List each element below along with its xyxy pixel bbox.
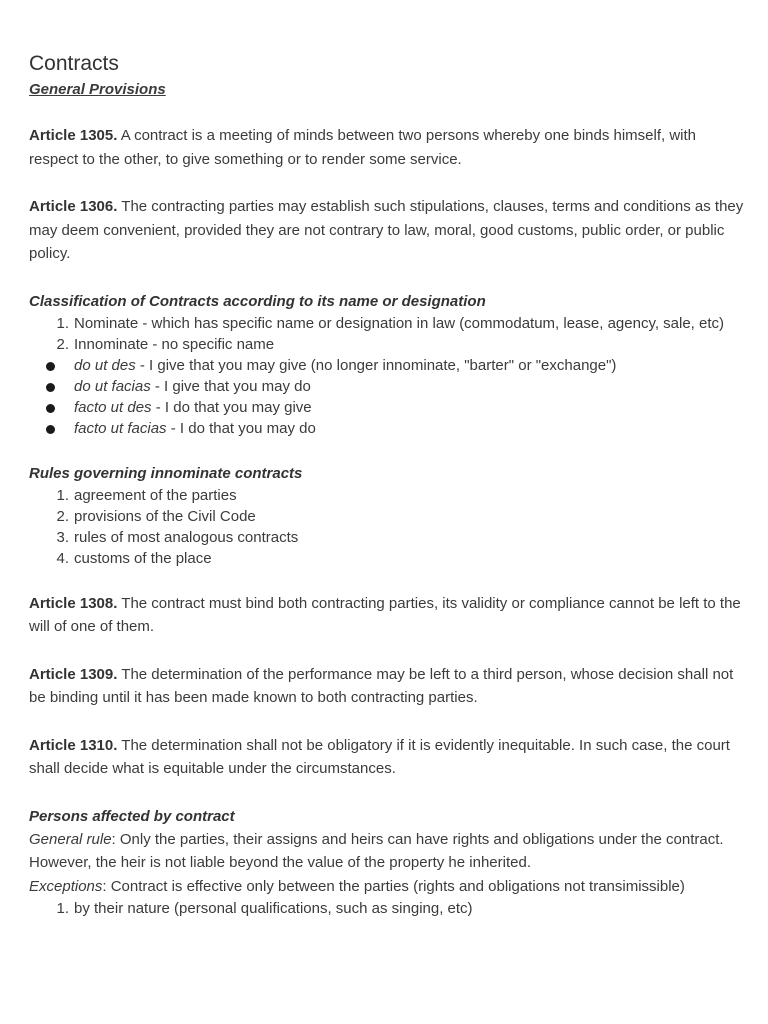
latin-term: do ut facias: [74, 377, 151, 395]
exceptions-list: [29, 898, 744, 919]
list-text: customs of the place: [74, 549, 212, 567]
bullet-icon: [46, 362, 55, 371]
article-label: Article 1309.: [29, 665, 118, 683]
article-label: Article 1305.: [29, 127, 118, 144]
rules-list: [29, 485, 744, 569]
article-1309: [29, 663, 744, 710]
classification-list: [29, 313, 744, 439]
bullet-icon: [46, 425, 55, 434]
article-text: The contracting parties may establish such stipulations, clauses, terms and conditions as they may deem convenient, provided they are not contrary to law, moral, good customs, public order, or public policy.: [29, 198, 744, 262]
list-item: [29, 334, 744, 355]
list-text: Nominate - which has specific name or designation in law (commodatum, lease, agency, sale, etc): [74, 314, 725, 332]
exceptions-text: : Contract is effective only between the parties (rights and obligations not transimissible): [102, 877, 685, 895]
article-text: The contract must bind both contracting parties, its validity or compliance cannot be left to the will of one of them.: [29, 594, 741, 635]
list-text: by their nature (personal qualifications, such as singing, etc): [74, 900, 473, 917]
classification-heading: Classification of Contracts according to its name or designation: [29, 292, 486, 310]
list-text: - I do that you may give: [151, 398, 312, 416]
list-item: [29, 376, 744, 397]
bullet-icon: [46, 383, 55, 392]
bullet-icon: [46, 404, 55, 413]
rules-heading: Rules governing innominate contracts: [29, 464, 303, 482]
general-rule: [29, 828, 744, 875]
list-number: 1.: [56, 486, 69, 504]
persons-heading: Persons affected by contract: [29, 807, 235, 825]
list-text: - I give that you may give (no longer innominate, "barter" or "exchange"): [135, 356, 617, 374]
list-number: 1.: [56, 900, 69, 917]
article-label: Article 1310.: [29, 736, 118, 754]
article-1305: [29, 124, 744, 171]
list-item: [29, 548, 744, 569]
latin-term: do ut des: [74, 356, 136, 374]
list-item: [29, 355, 744, 376]
latin-term: facto ut des: [74, 398, 152, 416]
article-label: Article 1306.: [29, 198, 118, 215]
list-item: [29, 527, 744, 548]
article-1306: [29, 195, 744, 266]
list-text: - I give that you may do: [150, 377, 311, 395]
list-number: 1.: [56, 314, 69, 332]
list-text: rules of most analogous contracts: [74, 528, 299, 546]
list-text: provisions of the Civil Code: [74, 507, 256, 525]
list-number: 4.: [56, 549, 69, 567]
document-page: [29, 50, 744, 919]
list-number: 2.: [56, 507, 69, 525]
article-1308: [29, 592, 744, 639]
list-item: [29, 313, 744, 334]
list-item: [29, 506, 744, 527]
article-text: A contract is a meeting of minds between two persons whereby one binds himself, with respect to the other, to give something or to render some service.: [29, 127, 697, 168]
list-item: [29, 898, 744, 919]
article-1310: [29, 734, 744, 781]
list-text: - I do that you may do: [166, 419, 316, 437]
page-title: Contracts: [29, 52, 119, 75]
article-label: Article 1308.: [29, 594, 118, 612]
list-item: [29, 418, 744, 439]
article-text: The determination shall not be obligatory if it is evidently inequitable. In such case, the court shall decide what is equitable under the circumstances.: [29, 736, 730, 777]
list-text: Innominate - no specific name: [74, 335, 275, 353]
list-number: 3.: [56, 528, 69, 546]
general-rule-text: : Only the parties, their assigns and heirs can have rights and obligations under the contract. However, the heir is not liable beyond the value of the property he inherited.: [29, 830, 724, 871]
section-subtitle: General Provisions: [29, 81, 166, 98]
list-item: [29, 397, 744, 418]
article-text: The determination of the performance may be left to a third person, whose decision shall not be binding until it has been made known to both contracting parties.: [29, 665, 734, 706]
list-item: [29, 485, 744, 506]
list-number: 2.: [56, 335, 69, 353]
latin-term: facto ut facias: [74, 419, 167, 437]
exceptions: [29, 875, 744, 899]
list-text: agreement of the parties: [74, 486, 237, 504]
exceptions-label: Exceptions: [29, 877, 103, 895]
general-rule-label: General rule: [29, 830, 112, 848]
